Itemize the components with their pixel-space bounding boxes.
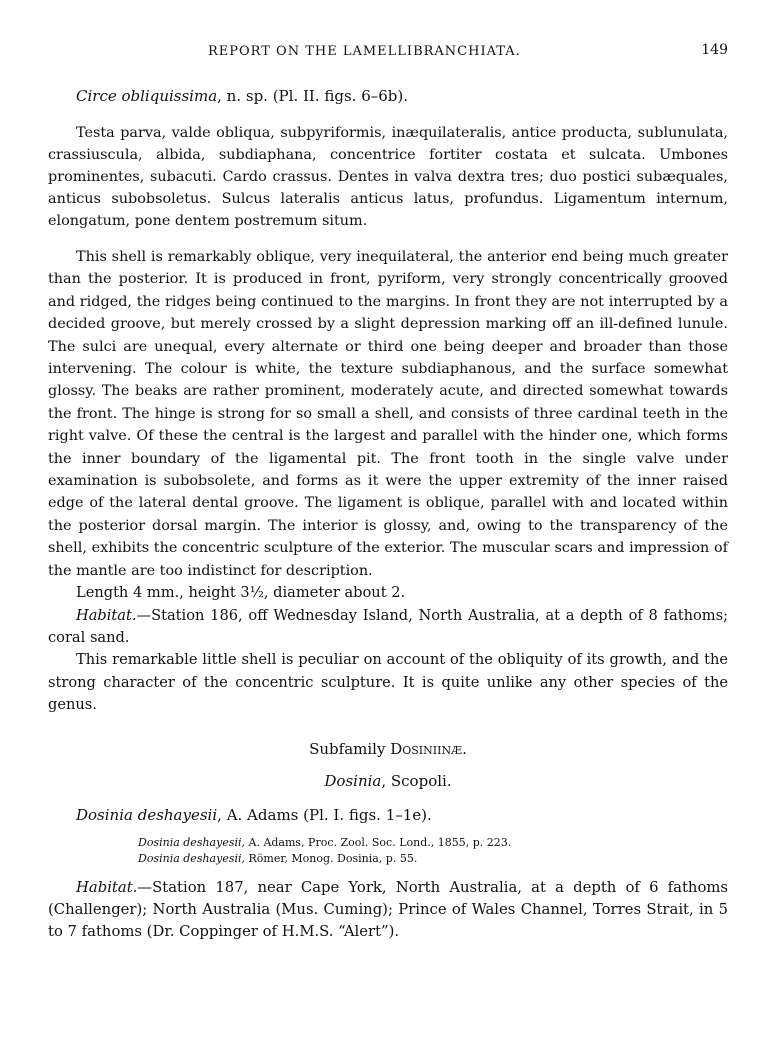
habitat-circe (48, 605, 728, 650)
page-number: 149 (701, 42, 728, 58)
habitat-text: —Station 187, near Cape York, North Australia, at a depth of 6 fathoms (Challenger); North Australia (Mus. Cuming); Prince of Wales Channel, Torres Strait, in 5 to 7 fathoms (Dr. Coppinger of H.M.S. “Alert”). (48, 878, 728, 941)
synonymy-entry (138, 851, 728, 867)
measurements-prefix: Length 4 mm., height 3 (76, 584, 250, 602)
habitat-label: Habitat. (76, 606, 137, 624)
page (48, 30, 728, 944)
species-name: Dosinia deshayesii (76, 805, 218, 824)
genus-author: , Scopoli. (381, 771, 452, 790)
remark-paragraph: This remarkable little shell is peculiar on account of the obliquity of its growth, and the strong character of the concentric sculpture. It is quite unlike any other species of the genus. (48, 651, 728, 714)
habitat-dosinia (48, 877, 728, 944)
synonym-name: Dosinia deshayesii (138, 851, 242, 865)
genus-name: Dosinia (324, 771, 382, 790)
habitat-label: Habitat. (76, 878, 138, 896)
species-description: This shell is remarkably oblique, very inequilateral, the anterior end being much greater than the posterior. It is produced in front, pyriform, very strongly concentrically grooved and ridged, the ridges being continued to the margins. In front they are not interrupted by a decided groove, but merely crossed by a slight depression marking off an ill-defined lunule. The sulci are unequal, every alternate or third one being deeper and broader than those intervening. The colour is white, the texture subdiaphanous, and the surface somewhat glossy. The beaks are rather prominent, moderately acute, and directed somewhat towards the front. The hinge is strong for so small a shell, and consists of three cardinal teeth in the right valve. Of these the central is the largest and parallel with the hinder one, which forms the inner boundary of the ligamental pit. The front tooth in the single valve under examination is subobsolete, and forms as it were the upper extremity of the inner raised edge of the lateral dental groove. The ligament is oblique, parallel with and located within the posterior dorsal margin. The interior is glossy, and, owing to the transparency of the shell, exhibits the concentric sculpture of the exterior. The muscular scars and impression of the mantle are too indistinct for description. (48, 249, 728, 579)
species-name: Circe obliquissima (76, 87, 218, 105)
measurements-fraction: ½ (249, 584, 264, 602)
habitat-text: —Station 186, off Wednesday Island, North Australia, at a depth of 8 fathoms; coral sand. (48, 606, 728, 646)
synonymy-list (138, 835, 728, 867)
species-citation: , n. sp. (Pl. II. figs. 6–6b). (217, 87, 409, 105)
subfamily-heading (48, 739, 728, 759)
synonym-name: Dosinia deshayesii (138, 835, 242, 849)
genus-heading (48, 771, 728, 791)
latin-diagnosis: Testa parva, valde obliqua, subpyriformis, inæquilateralis, antice producta, sublunulata, crassiuscula, albida, subdiaphana, concentrice fortiter costata et sulcata. Umbones prominentes, subacuti. Cardo crassus. Dentes in valva dextra tres; duo postici subæquales, anticus subobsoletus. Sulcus lateralis anticus latus, profundus. Ligamentum internum, elongatum, pone dentem postremum situm. (48, 125, 728, 229)
species-heading-dosinia (76, 805, 728, 825)
subfamily-prefix: Subfamily (309, 739, 386, 758)
running-head (48, 30, 728, 59)
subfamily-name: Dosiniinæ. (390, 739, 467, 758)
synonymy-entry (138, 835, 728, 851)
species-heading-circe (76, 86, 728, 106)
synonym-ref: , A. Adams, Proc. Zool. Soc. Lond., 1855, p. 223. (241, 835, 512, 849)
measurements (48, 582, 728, 604)
species-citation: , A. Adams (Pl. I. figs. 1–1e). (217, 805, 432, 824)
running-title: REPORT ON THE LAMELLIBRANCHIATA. (208, 44, 521, 59)
measurements-suffix: , diameter about 2. (263, 584, 406, 602)
synonym-ref: , Römer, Monog. Dosinia, p. 55. (241, 851, 418, 865)
